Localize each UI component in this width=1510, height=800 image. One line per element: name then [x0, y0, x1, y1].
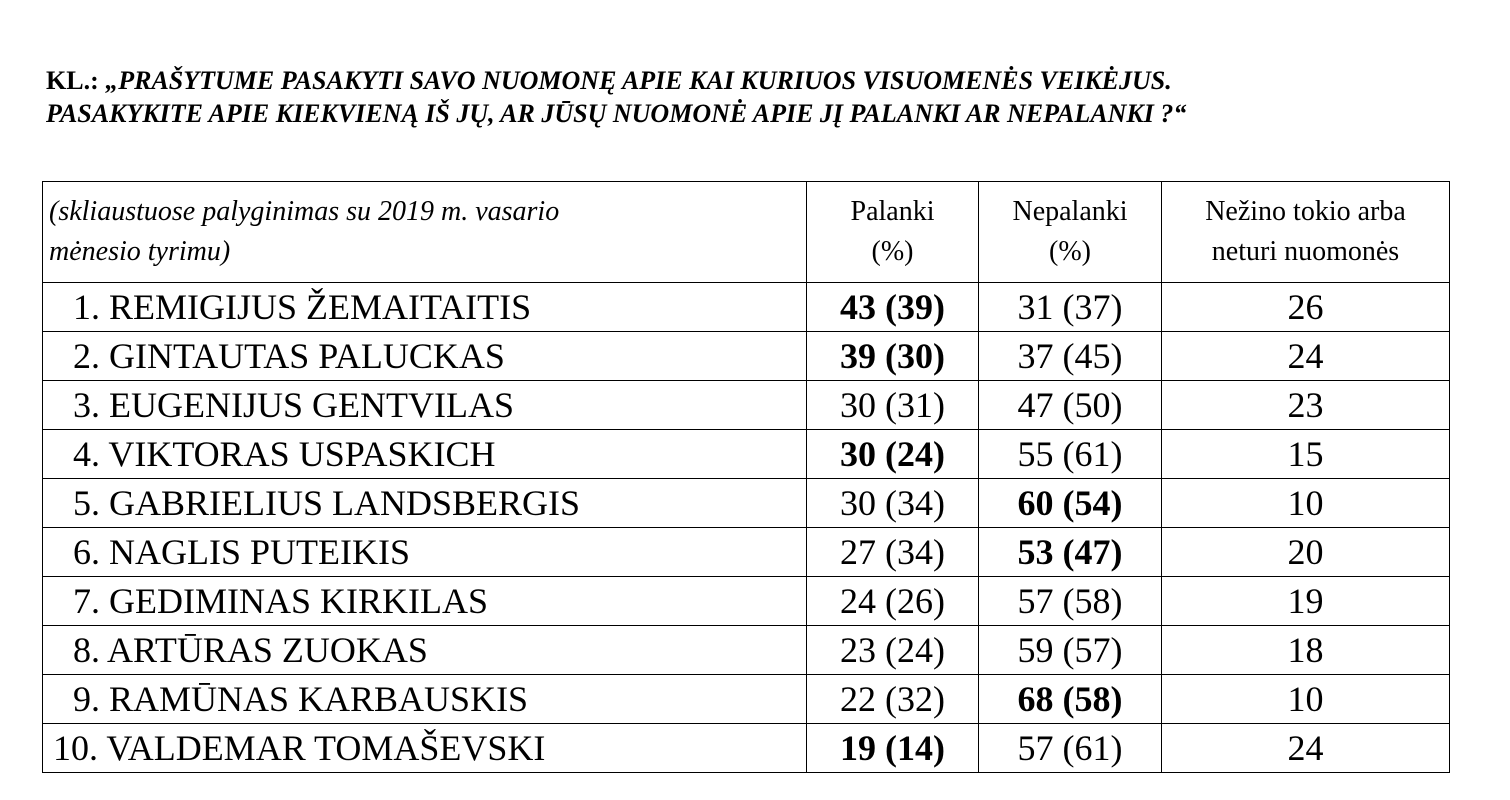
no-opinion-value: 18	[1162, 626, 1450, 675]
unfavorable-value: 57 (61)	[979, 724, 1162, 773]
unfavorable-value: 47 (50)	[979, 381, 1162, 430]
header-unfavorable-line-2: (%)	[1049, 236, 1091, 267]
no-opinion-value: 15	[1162, 430, 1450, 479]
header-note-line-2: mėnesio tyrimu)	[49, 236, 231, 267]
header-unfavorable	[979, 182, 1162, 283]
no-opinion-value: 23	[1162, 381, 1450, 430]
question-text-1: „PRAŠYTUME PASAKYTI SAVO NUOMONĘ APIE KAI KURIUOS VISUOMENĖS VEIKĖJUS.	[105, 66, 1172, 95]
politician-name: 5. GABRIELIUS LANDSBERGIS	[43, 479, 807, 528]
header-favorable-line-2: (%)	[871, 236, 914, 267]
unfavorable-value: 68 (58)	[979, 675, 1162, 724]
header-note-line-1: (skliaustuose palyginimas su 2019 m. vasario	[49, 196, 560, 227]
no-opinion-value: 20	[1162, 528, 1450, 577]
favorable-value: 23 (24)	[807, 626, 979, 675]
unfavorable-value: 59 (57)	[979, 626, 1162, 675]
table-row	[43, 381, 1450, 430]
results-table	[42, 181, 1450, 773]
favorable-value: 39 (30)	[807, 332, 979, 381]
politician-name: 8. ARTŪRAS ZUOKAS	[43, 626, 807, 675]
header-no-opinion-line-1: Nežino tokio arba	[1205, 196, 1406, 227]
unfavorable-value: 60 (54)	[979, 479, 1162, 528]
no-opinion-value: 10	[1162, 675, 1450, 724]
politician-name: 2. GINTAUTAS PALUCKAS	[43, 332, 807, 381]
no-opinion-value: 10	[1162, 479, 1450, 528]
table-row	[43, 332, 1450, 381]
politician-name: 10. VALDEMAR TOMAŠEVSKI	[43, 724, 807, 773]
no-opinion-value: 24	[1162, 724, 1450, 773]
table-header-row	[43, 182, 1450, 283]
favorable-value: 30 (31)	[807, 381, 979, 430]
no-opinion-value: 26	[1162, 283, 1450, 332]
politician-name: 4. VIKTORAS USPASKICH	[43, 430, 807, 479]
header-note	[43, 182, 807, 283]
header-no-opinion-line-2: neturi nuomonės	[1211, 236, 1400, 267]
unfavorable-value: 57 (58)	[979, 577, 1162, 626]
table-row	[43, 724, 1450, 773]
unfavorable-value: 55 (61)	[979, 430, 1162, 479]
table-row	[43, 283, 1450, 332]
politician-name: 3. EUGENIJUS GENTVILAS	[43, 381, 807, 430]
table-row	[43, 675, 1450, 724]
unfavorable-value: 53 (47)	[979, 528, 1162, 577]
favorable-value: 30 (34)	[807, 479, 979, 528]
table-row	[43, 479, 1450, 528]
header-favorable	[807, 182, 979, 283]
unfavorable-value: 37 (45)	[979, 332, 1162, 381]
unfavorable-value: 31 (37)	[979, 283, 1162, 332]
header-favorable-line-1: Palanki	[850, 196, 935, 227]
favorable-value: 43 (39)	[807, 283, 979, 332]
header-no-opinion	[1162, 182, 1450, 283]
table-row	[43, 626, 1450, 675]
politician-name: 6. NAGLIS PUTEIKIS	[43, 528, 807, 577]
header-unfavorable-line-1: Nepalanki	[1012, 196, 1128, 227]
politician-name: 7. GEDIMINAS KIRKILAS	[43, 577, 807, 626]
no-opinion-value: 19	[1162, 577, 1450, 626]
favorable-value: 19 (14)	[807, 724, 979, 773]
no-opinion-value: 24	[1162, 332, 1450, 381]
question-text-2: PASAKYKITE APIE KIEKVIENĄ IŠ JŲ, AR JŪSŲ NUOMONĖ APIE JĮ PALANKI AR NEPALANKI ?“	[46, 99, 1187, 128]
table-row	[43, 528, 1450, 577]
survey-question	[46, 64, 1496, 130]
politician-name: 9. RAMŪNAS KARBAUSKIS	[43, 675, 807, 724]
question-label: KL.:	[46, 66, 99, 95]
question-line-1	[46, 64, 1496, 97]
favorable-value: 24 (26)	[807, 577, 979, 626]
table-row	[43, 577, 1450, 626]
table-row	[43, 430, 1450, 479]
favorable-value: 22 (32)	[807, 675, 979, 724]
favorable-value: 27 (34)	[807, 528, 979, 577]
politician-name: 1. REMIGIJUS ŽEMAITAITIS	[43, 283, 807, 332]
favorable-value: 30 (24)	[807, 430, 979, 479]
